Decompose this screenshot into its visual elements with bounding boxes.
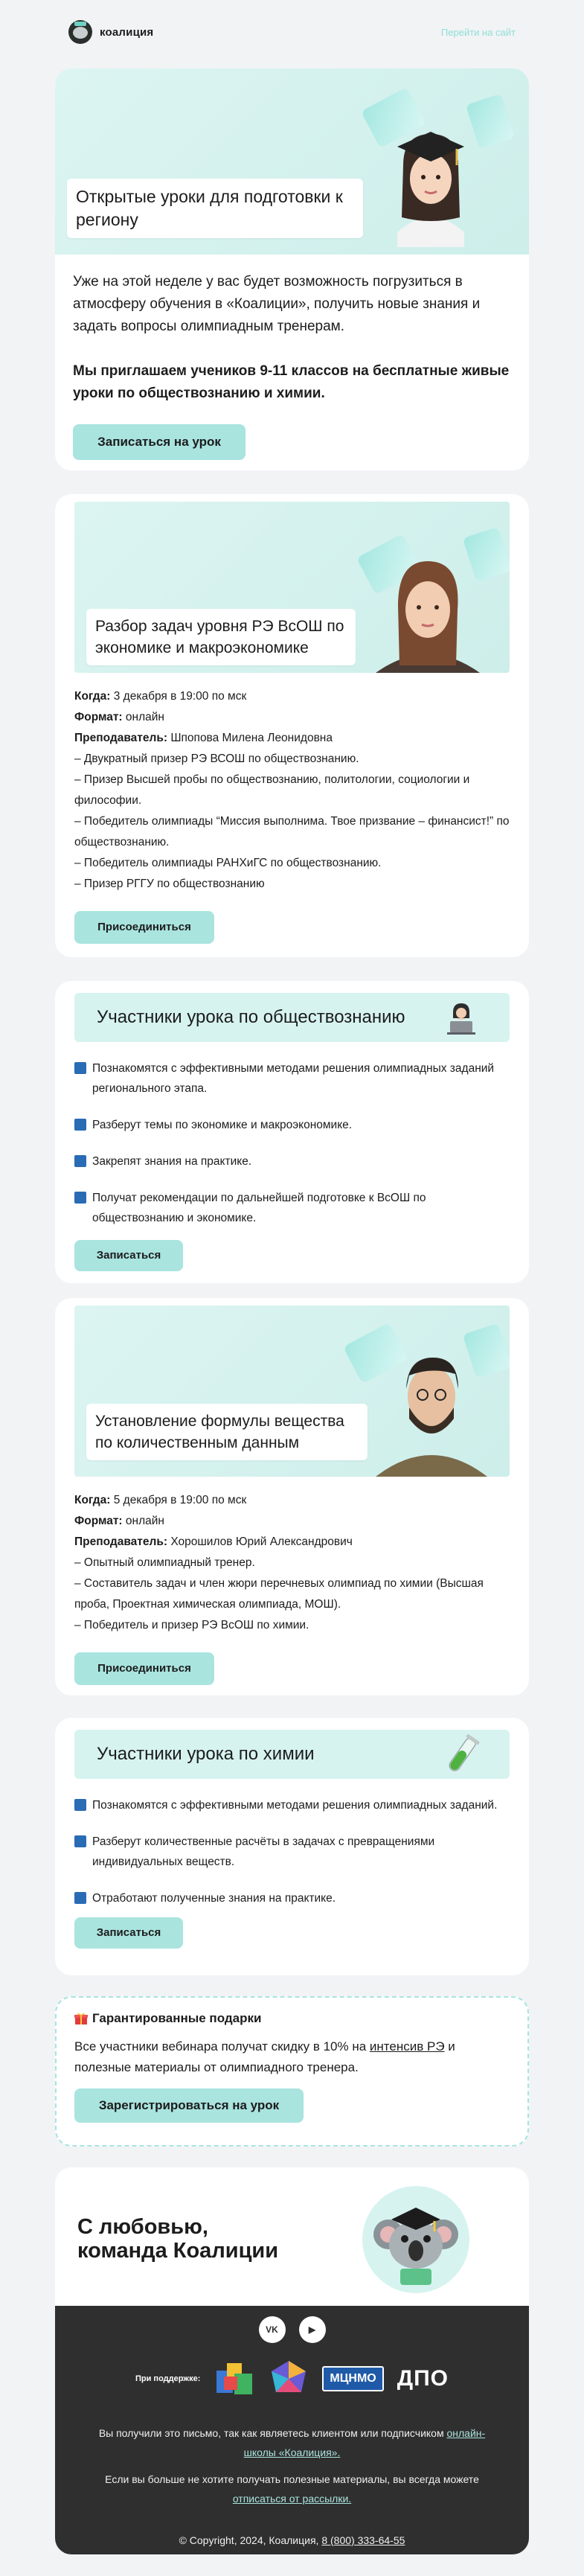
hero-invite: Мы приглашаем учеников 9-11 классов на бесплатные живые уроки по обществознанию и химии.	[73, 363, 510, 401]
unsubscribe-link[interactable]: отписаться от рассылки.	[232, 2493, 352, 2505]
hero-card	[55, 68, 529, 470]
partner-cubes-logo-icon	[214, 2360, 255, 2397]
list-item: Отработают полученные знания на практике.	[74, 1888, 510, 1908]
sign-up-lesson-button[interactable]: Записаться на урок	[73, 424, 246, 460]
chem-participants-list	[55, 1795, 529, 1949]
lesson-chemistry-info	[55, 1477, 529, 1685]
social-links	[55, 2306, 529, 2343]
signoff-line1: С любовью,	[77, 2215, 208, 2239]
list-item: Познакомятся с эффективными методами решения олимпиадных заданий регионального этапа.	[74, 1058, 510, 1099]
lesson-economics-card	[55, 494, 529, 957]
join-chemistry-button[interactable]: Присоединиться	[74, 1652, 214, 1685]
koala-logo-icon	[68, 20, 92, 44]
gifts-card	[55, 1996, 529, 2147]
teacher-fact: – Опытный олимпиадный тренер.	[74, 1556, 255, 1569]
footer-card	[55, 2167, 529, 2554]
gifts-text: Все участники вебинара получат скидку в 10% на интенсив РЭ и полезные материалы от олимпиадного тренера.	[74, 2039, 455, 2074]
blue-book-icon	[74, 1155, 86, 1167]
lesson-chemistry-card	[55, 1298, 529, 1696]
when-label: Когда:	[74, 690, 111, 703]
hero-intro: Уже на этой неделе у вас будет возможность погрузиться в атмосферу обучения в «Коалиции», получить новые знания и задать вопросы олимпиадным тренерам.	[73, 274, 481, 334]
join-economics-button[interactable]: Присоединиться	[74, 911, 214, 944]
chem-participants-card	[55, 1718, 529, 1975]
copyright: © Copyright, 2024, Коалиция, 8 (800) 333-64-55	[179, 2534, 405, 2546]
gifts-header	[74, 2011, 510, 2026]
list-item: Закрепят знания на практике.	[74, 1151, 510, 1172]
blue-book-icon	[74, 1119, 86, 1131]
test-tube-icon	[443, 1734, 481, 1776]
gift-icon	[74, 2012, 88, 2025]
blue-book-icon	[74, 1062, 86, 1074]
support-label: При поддержке:	[135, 2374, 201, 2383]
teacher-fact: – Победитель и призер РЭ ВсОШ по химии.	[74, 1619, 309, 1631]
social-participants-title: Участники урока по обществознанию	[97, 1007, 405, 1027]
list-item: Получат рекомендации по дальнейшей подготовке к ВсОШ по обществознанию и экономике.	[74, 1188, 510, 1228]
teacher-label: Преподаватель:	[74, 732, 168, 744]
when-label: Когда:	[74, 1494, 111, 1506]
site-link[interactable]: Перейти на сайт	[440, 26, 516, 38]
unsubscribe-notice: Если вы больше не хотите получать полезные материалы, вы всегда можете отписаться от рассылки.	[105, 2473, 479, 2505]
lesson-economics-info	[55, 673, 529, 944]
lesson-economics-banner	[74, 502, 510, 673]
partner-gem-logo-icon	[269, 2359, 309, 2398]
header	[0, 0, 584, 64]
dpo-logo: ДПО	[397, 2366, 449, 2391]
signoff	[55, 2167, 529, 2306]
hero-title: Открытые уроки для подготовки к региону	[67, 179, 363, 238]
format-label: Формат:	[74, 711, 123, 723]
mccme-logo: МЦНМО	[322, 2366, 383, 2391]
blue-book-icon	[74, 1799, 86, 1811]
lesson-chemistry-title: Установление формулы вещества по количественным данным	[86, 1404, 368, 1460]
teacher-label: Преподаватель:	[74, 1535, 168, 1548]
social-participants-list	[55, 1058, 529, 1271]
social-participants-card	[55, 981, 529, 1283]
client-notice: Вы получили это письмо, так как являетесь клиентом или подписчиком онлайн-школы «Коалиция».	[98, 2427, 486, 2458]
format-value: онлайн	[125, 711, 164, 723]
list-item: Познакомятся с эффективными методами решения олимпиадных заданий.	[74, 1795, 510, 1815]
youtube-icon[interactable]: ▶	[299, 2316, 326, 2343]
school-link[interactable]: онлайн-школы «Коалиция».	[243, 2427, 486, 2458]
list-item: Разберут количественные расчёты в задачах с превращениями индивидуальных веществ.	[74, 1832, 510, 1872]
when-value: 5 декабря в 19:00 по мск	[113, 1494, 247, 1506]
logo[interactable]	[68, 20, 153, 44]
footer	[55, 2306, 529, 2554]
teacher-fact: – Призер РГГУ по обществознанию	[74, 878, 265, 890]
blue-book-icon	[74, 1192, 86, 1204]
teacher-photo-icon	[372, 1344, 491, 1477]
chem-participants-title: Участники урока по химии	[97, 1744, 315, 1764]
intensive-link[interactable]: интенсив РЭ	[369, 2039, 445, 2054]
teacher-value: Хорошилов Юрий Александрович	[170, 1535, 353, 1548]
blue-book-icon	[74, 1835, 86, 1847]
when-value: 3 декабря в 19:00 по мск	[113, 690, 247, 703]
phone-link[interactable]: 8 (800) 333-64-55	[321, 2534, 405, 2546]
sign-up-chem-button[interactable]: Записаться	[74, 1917, 183, 1949]
signoff-line2: команда Коалиции	[77, 2239, 279, 2263]
teacher-fact: – Победитель олимпиады РАНХиГС по обществознанию.	[74, 857, 382, 869]
format-value: онлайн	[125, 1515, 164, 1527]
partners	[55, 2359, 529, 2398]
student-laptop-icon	[444, 1002, 478, 1036]
blue-book-icon	[74, 1892, 86, 1904]
lesson-chemistry-banner	[74, 1305, 510, 1477]
teacher-fact: – Призер Высшей пробы по обществознанию, политологии, социологии и философии.	[74, 773, 470, 807]
teacher-fact: – Победитель олимпиады “Миссия выполнима. Твое призвание – финансист!” по обществознанию.	[74, 815, 510, 848]
social-participants-header	[74, 993, 510, 1042]
lesson-economics-title: Разбор задач уровня РЭ ВсОШ по экономике и макроэкономике	[86, 609, 356, 665]
teacher-photo-icon	[368, 546, 487, 673]
teacher-fact: – Двукратный призер РЭ ВСОШ по обществознанию.	[74, 752, 359, 765]
koala-mascot-icon	[362, 2185, 470, 2294]
gifts-title: Гарантированные подарки	[92, 2011, 262, 2025]
register-lesson-button[interactable]: Зарегистрироваться на урок	[74, 2088, 304, 2123]
list-item: Разберут темы по экономике и макроэкономике.	[74, 1115, 510, 1135]
teacher-value: Шпопова Милена Леонидовна	[170, 732, 333, 744]
chem-participants-header	[74, 1730, 510, 1779]
vk-icon[interactable]: VK	[259, 2316, 286, 2343]
logo-text: коалиция	[100, 25, 154, 39]
teacher-fact: – Составитель задач и член жюри перечневых олимпиад по химии (Высшая проба, Проектная химическая олимпиада, МОШ).	[74, 1577, 484, 1611]
format-label: Формат:	[74, 1515, 123, 1527]
graduate-girl-icon	[382, 121, 479, 247]
sign-up-social-button[interactable]: Записаться	[74, 1240, 183, 1271]
hero-banner	[55, 68, 529, 255]
